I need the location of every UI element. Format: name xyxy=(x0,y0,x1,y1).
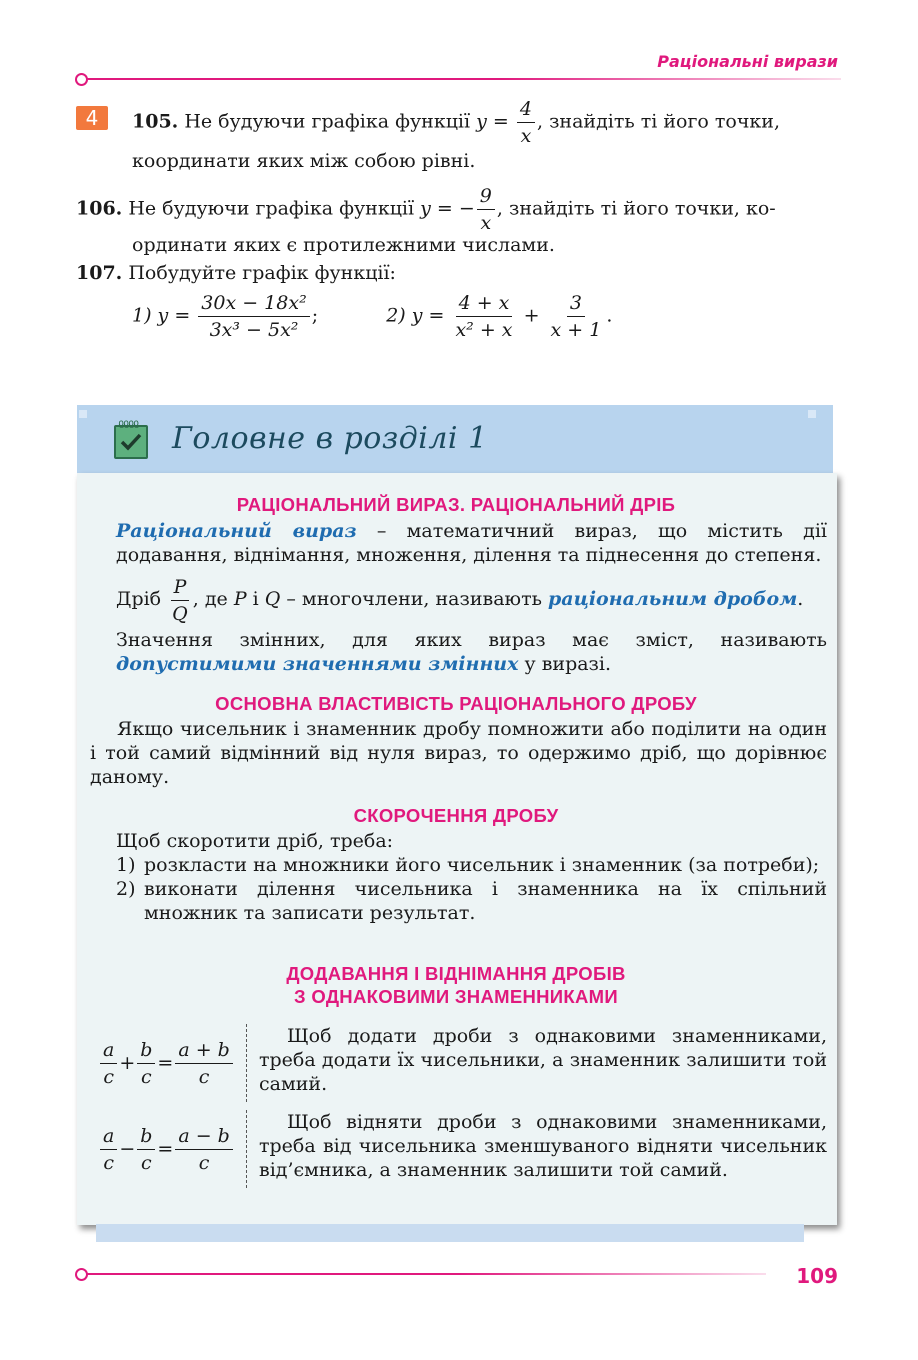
equation-lhs: y = − xyxy=(420,197,475,220)
problem-105-line2: координати яких між собою рівні. xyxy=(132,150,476,172)
numerator: a + b xyxy=(175,1037,233,1064)
denominator: x xyxy=(480,212,492,234)
problem-text: Не будуючи графіка функції xyxy=(184,110,471,133)
list-text: розкласти на множники його чисельник і знаменник (за потреби); xyxy=(144,854,820,876)
denominator: x² + x xyxy=(455,319,513,341)
notebook-spiral-icon: ϱϱϱϱ xyxy=(118,418,139,429)
definition-text: Дріб xyxy=(116,588,168,610)
property-text: Якщо чисельник і знаменник дробу помножити або поділити на один і той самий відмінний від нуля вираз, то одержимо дріб, що дорівнює даному. xyxy=(90,718,827,788)
page-number: 109 xyxy=(796,1264,838,1288)
numerator: P xyxy=(171,574,190,601)
reduction-steps xyxy=(116,853,827,925)
equals-sign: = xyxy=(157,1052,174,1074)
numerator: b xyxy=(137,1123,155,1150)
summary-title: Головне в розділі 1 xyxy=(172,421,488,456)
addition-rule-text: Щоб додати дроби з однаковими знаменниками, треба додати їх чисельники, а знаменник залишити той самий. xyxy=(259,1025,827,1095)
punctuation: . xyxy=(797,588,804,610)
fraction-p-over-q xyxy=(169,574,191,627)
fraction xyxy=(198,290,309,343)
definition-text: у виразі. xyxy=(518,653,612,675)
header-rule xyxy=(86,78,841,80)
denominator: Q xyxy=(172,602,188,625)
heading-line: ДОДАВАННЯ І ВІДНІМАННЯ ДРОБІВ xyxy=(286,963,626,984)
denominator: x xyxy=(520,125,532,147)
definition-admissible-values xyxy=(116,628,827,676)
variable: P xyxy=(233,588,247,610)
problem-106-line2: ординати яких є протилежними числами. xyxy=(132,234,555,256)
section-heading-reduction: СКОРОЧЕННЯ ДРОБУ xyxy=(353,805,559,826)
numerator: 4 xyxy=(517,96,535,123)
fraction xyxy=(517,96,535,149)
denominator: c xyxy=(141,1065,152,1088)
list-number: 1) xyxy=(116,854,136,876)
equals-sign: = xyxy=(157,1138,174,1160)
denominator: c xyxy=(103,1151,114,1174)
tab-corner-decoration xyxy=(79,410,87,418)
fraction xyxy=(452,290,515,343)
term-admissible-values: допустимими значеннями змінних xyxy=(116,653,519,675)
denominator: c xyxy=(141,1151,152,1174)
definition-rational-expression xyxy=(116,519,827,567)
punctuation: ; xyxy=(311,304,319,327)
formula-label: 2) y = xyxy=(386,304,445,327)
definition-rational-fraction xyxy=(116,572,827,627)
fraction xyxy=(175,1123,233,1176)
problem-text: , знайдіть ті його точки, ко- xyxy=(496,197,776,220)
list-number: 2) xyxy=(116,878,136,900)
numerator: 4 + x xyxy=(456,290,513,317)
problem-107-formulas xyxy=(132,290,612,343)
definition-text: – математичний вираз, що містить дії додавання, віднімання, множення, ділення та піднесення до степеня. xyxy=(116,520,827,566)
problem-text: , знайдіть ті його точки, xyxy=(536,110,781,133)
section-heading-property: ОСНОВНА ВЛАСТИВІСТЬ РАЦІОНАЛЬНОГО ДРОБУ xyxy=(215,693,697,714)
addition-rule xyxy=(98,1024,827,1102)
fraction xyxy=(175,1037,233,1090)
subtraction-formula xyxy=(98,1110,247,1188)
numerator: b xyxy=(137,1037,155,1064)
denominator: c xyxy=(198,1151,210,1174)
numerator: a − b xyxy=(175,1123,233,1150)
denominator: x + 1 xyxy=(550,319,602,341)
numerator: 30x − 18x² xyxy=(198,290,309,317)
denominator: c xyxy=(103,1065,114,1088)
running-header-title: Раціональні вирази xyxy=(657,52,838,71)
reduction-intro: Щоб скоротити дріб, треба: xyxy=(116,830,394,852)
term-rational-fraction: раціональним дробом xyxy=(547,588,798,610)
checklist-icon xyxy=(114,425,148,459)
definition-text: , де xyxy=(192,588,234,610)
list-text: виконати ділення чисельника і знаменника на їх спільний множник та записати результат. xyxy=(144,878,827,924)
definition-text: Значення змінних, для яких вираз має зміст, називають xyxy=(116,629,827,651)
problem-text: Не будуючи графіка функції xyxy=(128,197,415,220)
footer-rule xyxy=(86,1273,766,1275)
problem-number: 105. xyxy=(132,110,179,133)
addition-formula xyxy=(98,1024,247,1102)
fraction xyxy=(100,1123,117,1176)
fraction xyxy=(137,1037,155,1090)
tab-corner-decoration xyxy=(808,410,816,418)
operator: + xyxy=(119,1052,136,1074)
fraction xyxy=(100,1037,117,1090)
numerator: 9 xyxy=(477,183,495,210)
numerator: 3 xyxy=(567,290,585,317)
section-heading-add-sub xyxy=(90,962,822,1008)
problem-number: 106. xyxy=(76,197,123,220)
variable: Q xyxy=(264,588,281,610)
fraction xyxy=(137,1123,155,1176)
term-rational-expression: Раціональний вираз xyxy=(116,520,357,542)
plus-sign: + xyxy=(523,304,540,327)
punctuation: . xyxy=(606,304,613,327)
subtraction-rule xyxy=(98,1110,827,1188)
list-item xyxy=(116,853,827,877)
fraction xyxy=(548,290,605,343)
difficulty-level-badge: 4 xyxy=(76,106,108,130)
numerator: a xyxy=(100,1037,117,1064)
operator: − xyxy=(119,1138,136,1160)
problem-105 xyxy=(132,96,838,149)
subtraction-rule-text: Щоб відняти дроби з однаковими знаменниками, треба від чисельника зменшуваного відняти чисельник від’ємника, а знаменник залишити той самий. xyxy=(259,1111,827,1181)
numerator: a xyxy=(100,1123,117,1150)
heading-line: З ОДНАКОВИМИ ЗНАМЕННИКАМИ xyxy=(294,986,618,1007)
definition-text: – многочлени, називають xyxy=(280,588,548,610)
denominator: 3x³ − 5x² xyxy=(209,319,299,341)
definition-text: і xyxy=(246,588,265,610)
section-heading-rational: РАЦІОНАЛЬНИЙ ВИРАЗ. РАЦІОНАЛЬНИЙ ДРІБ xyxy=(236,494,676,515)
problem-text: Побудуйте графік функції: xyxy=(128,262,396,284)
problem-number: 107. xyxy=(76,262,123,284)
equation-lhs: y = xyxy=(476,110,509,133)
formula-label: 1) y = xyxy=(132,304,191,327)
denominator: c xyxy=(198,1065,210,1088)
problem-107 xyxy=(76,256,396,291)
summary-underbar xyxy=(96,1224,804,1242)
list-item xyxy=(116,877,827,925)
